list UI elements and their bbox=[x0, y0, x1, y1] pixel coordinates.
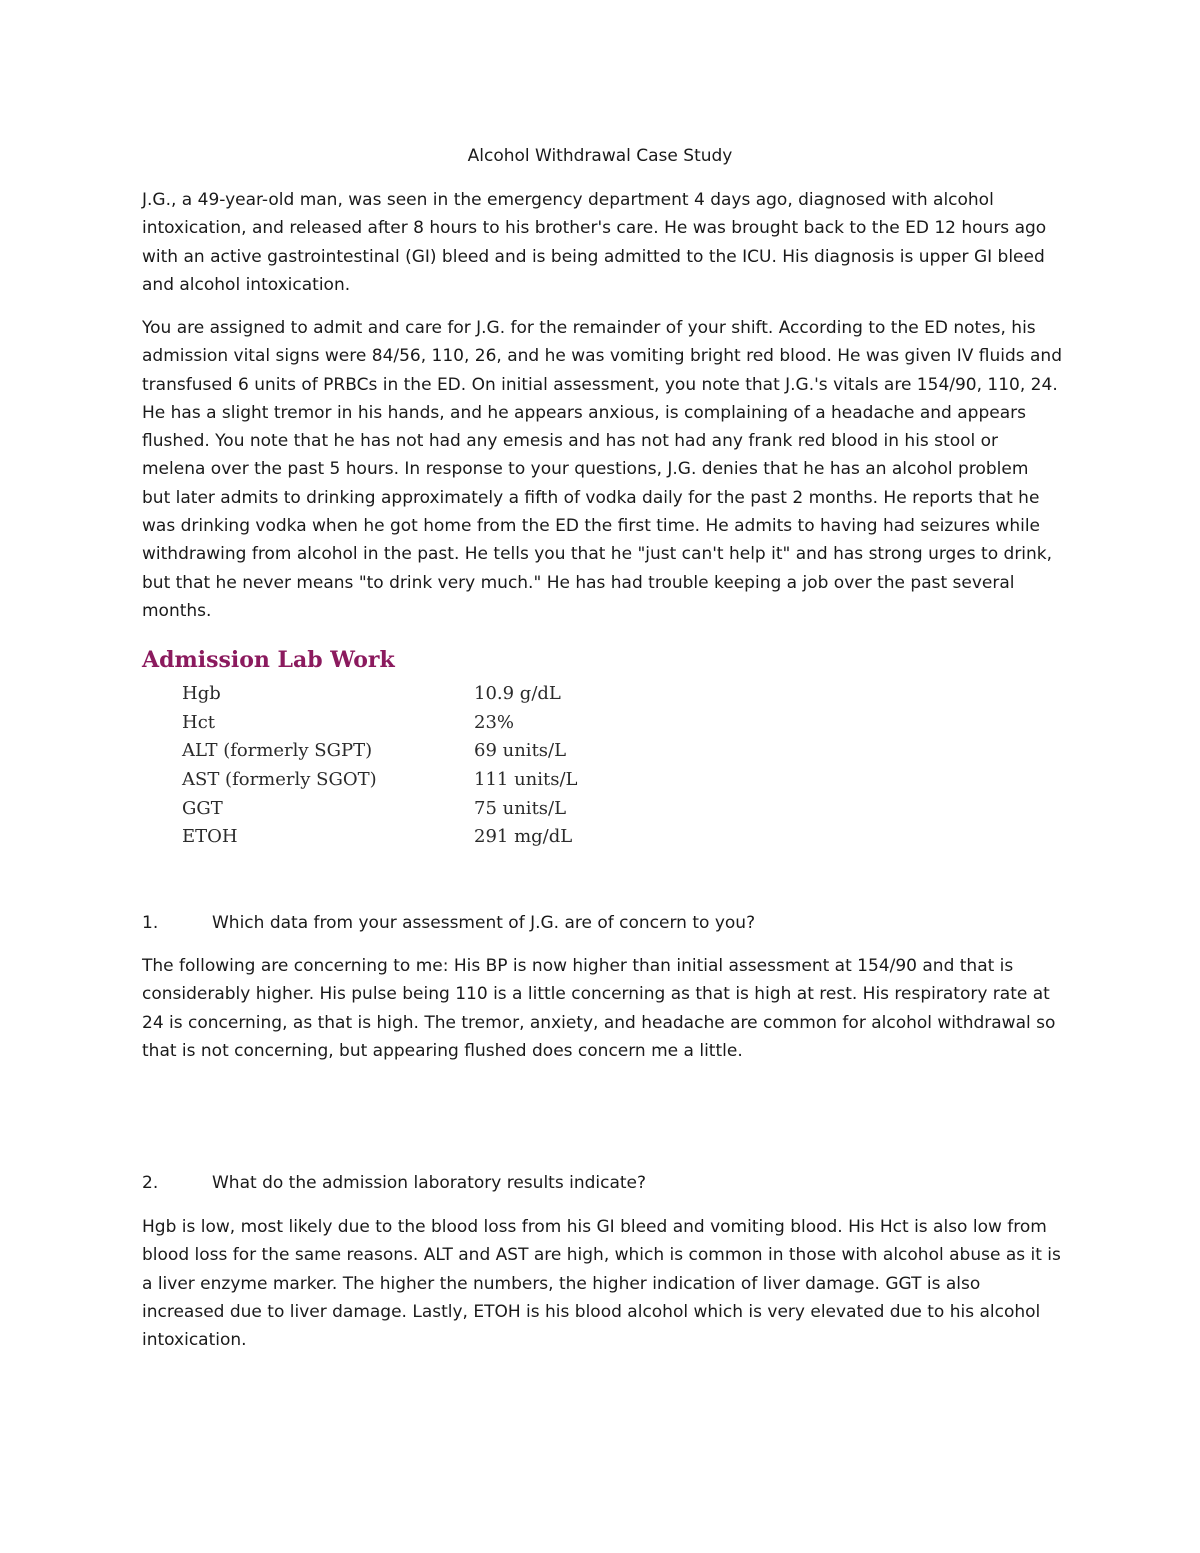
answer-2: Hgb is low, most likely due to the blood loss from his GI bleed and vomiting blood. His Hct is also low from blood loss for the same reasons. ALT and AST are high, which is common in those with alcohol abuse as it is a liver enzyme marker. The higher the numbers, the higher indication of liver damage. GGT is also increased due to liver damage. Lastly, ETOH is his blood alcohol which is very elevated due to his alcohol intoxication. bbox=[142, 1217, 1061, 1351]
lab-value: 75 units/L bbox=[474, 797, 567, 819]
lab-value: 23% bbox=[474, 711, 515, 733]
intro-paragraph: J.G., a 49-year-old man, was seen in the emergency department 4 days ago, diagnosed with alcohol intoxication, and released after 8 hours to his brother's care. He was brought back to the ED 12 hours ago with an active gastrointestinal (GI) bleed and is being admitted to the ICU. His diagnosis is upper GI bleed and alcohol intoxication. bbox=[142, 190, 1047, 295]
lab-name: ETOH bbox=[182, 826, 238, 848]
lab-value: 291 mg/dL bbox=[474, 826, 573, 848]
question-number: 1. bbox=[142, 913, 159, 933]
answer-1: The following are concerning to me: His BP is now higher than initial assessment at 154/90 and that is considerably higher. His pulse being 110 is a little concerning as that is high at rest. His respiratory rate at 24 is concerning, as that is high. The tremor, anxiety, and headache are common for alcohol withdrawal so that is not concerning, but appearing flushed does concern me a little. bbox=[142, 956, 1056, 1061]
lab-value: 69 units/L bbox=[474, 740, 567, 762]
lab-row bbox=[182, 737, 674, 766]
lab-row bbox=[182, 823, 674, 852]
question-text: What do the admission laboratory results indicate? bbox=[212, 1173, 647, 1193]
lab-name: AST (formerly SGOT) bbox=[182, 769, 377, 791]
question-2 bbox=[142, 1169, 1062, 1197]
lab-name: Hct bbox=[182, 711, 216, 733]
lab-row bbox=[182, 709, 674, 738]
lab-name: GGT bbox=[182, 797, 223, 819]
lab-row bbox=[182, 766, 674, 795]
lab-row bbox=[182, 795, 674, 824]
question-number: 2. bbox=[142, 1173, 159, 1193]
lab-value: 10.9 g/dL bbox=[474, 683, 561, 704]
lab-value: 111 units/L bbox=[474, 769, 578, 791]
document-title: Alcohol Withdrawal Case Study bbox=[467, 146, 733, 166]
question-text: Which data from your assessment of J.G. are of concern to you? bbox=[212, 913, 756, 933]
lab-row bbox=[182, 680, 674, 709]
lab-work-heading: Admission Lab Work bbox=[142, 647, 395, 673]
assessment-paragraph: You are assigned to admit and care for J.G. for the remainder of your shift. According to the ED notes, his admission vital signs were 84/56, 110, 26, and he was vomiting bright red blood. He was given IV fluids and transfused 6 units of PRBCs in the ED. On initial assessment, you note that J.G.'s vitals are 154/90, 110, 24. He has a slight tremor in his hands, and he appears anxious, is complaining of a headache and appears flushed. You note that he has not had any emesis and has not had any frank red blood in his stool or melena over the past 5 hours. In response to your questions, J.G. denies that he has an alcohol problem but later admits to drinking approximately a fifth of vodka daily for the past 2 months. He reports that he was drinking vodka when he got home from the ED the first time. He admits to having had seizures while withdrawing from alcohol in the past. He tells you that he "just can't help it" and has strong urges to drink, but that he never means "to drink very much." He has had trouble keeping a job over the past several months. bbox=[142, 318, 1063, 621]
question-1 bbox=[142, 909, 1062, 937]
lab-name: Hgb bbox=[182, 683, 221, 704]
lab-results-table bbox=[182, 680, 674, 852]
lab-name: ALT (formerly SGPT) bbox=[182, 740, 373, 762]
